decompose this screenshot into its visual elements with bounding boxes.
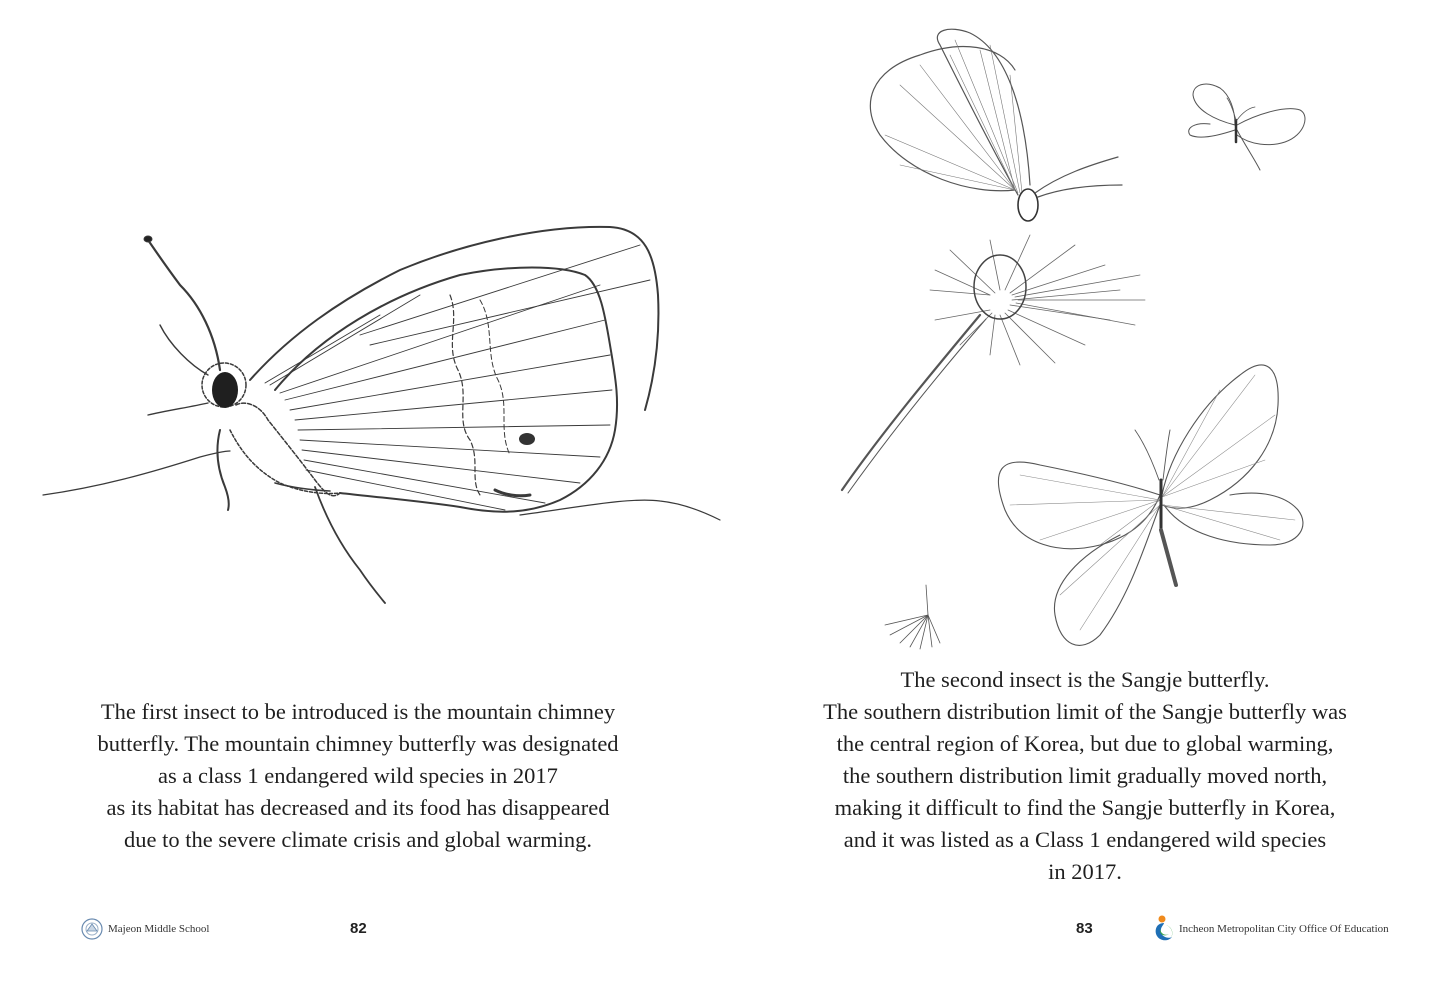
- mountain-chimney-butterfly-illustration: [40, 225, 730, 610]
- education-office-logo-icon: [1152, 915, 1176, 943]
- mountain-chimney-butterfly-paragraph: [30, 696, 686, 856]
- left-footer: [80, 914, 209, 944]
- paragraph-line: the southern distribution limit gradually moved north,: [842, 763, 1328, 788]
- sangje-butterflies-illustration: [840, 25, 1430, 655]
- paragraph-line: due to the severe climate crisis and global warming.: [124, 827, 592, 852]
- sangje-butterfly-paragraph: [742, 664, 1428, 888]
- education-office-name: Incheon Metropolitan City Office Of Education: [1179, 923, 1389, 935]
- right-footer: [1152, 914, 1389, 944]
- paragraph-line: in 2017.: [1048, 859, 1122, 884]
- paragraph-line: as a class 1 endangered wild species in 2017: [158, 763, 558, 788]
- right-page: [722, 0, 1444, 994]
- paragraph-line: and it was listed as a Class 1 endangered wild species: [843, 827, 1327, 852]
- paragraph-line: making it difficult to find the Sangje butterfly in Korea,: [834, 795, 1336, 820]
- paragraph-line: The southern distribution limit of the Sangje butterfly was: [823, 699, 1347, 724]
- page-number-left: 82: [350, 920, 367, 937]
- page-number-right: 83: [1076, 920, 1093, 937]
- school-emblem-icon: [80, 917, 104, 941]
- paragraph-line: the central region of Korea, but due to global warming,: [836, 731, 1334, 756]
- paragraph-line: as its habitat has decreased and its food has disappeared: [106, 795, 610, 820]
- paragraph-line: butterfly. The mountain chimney butterfly was designated: [97, 731, 619, 756]
- paragraph-line: The first insect to be introduced is the mountain chimney: [100, 699, 616, 724]
- school-name: Majeon Middle School: [108, 923, 210, 935]
- paragraph-line: The second insect is the Sangje butterfly.: [900, 667, 1270, 692]
